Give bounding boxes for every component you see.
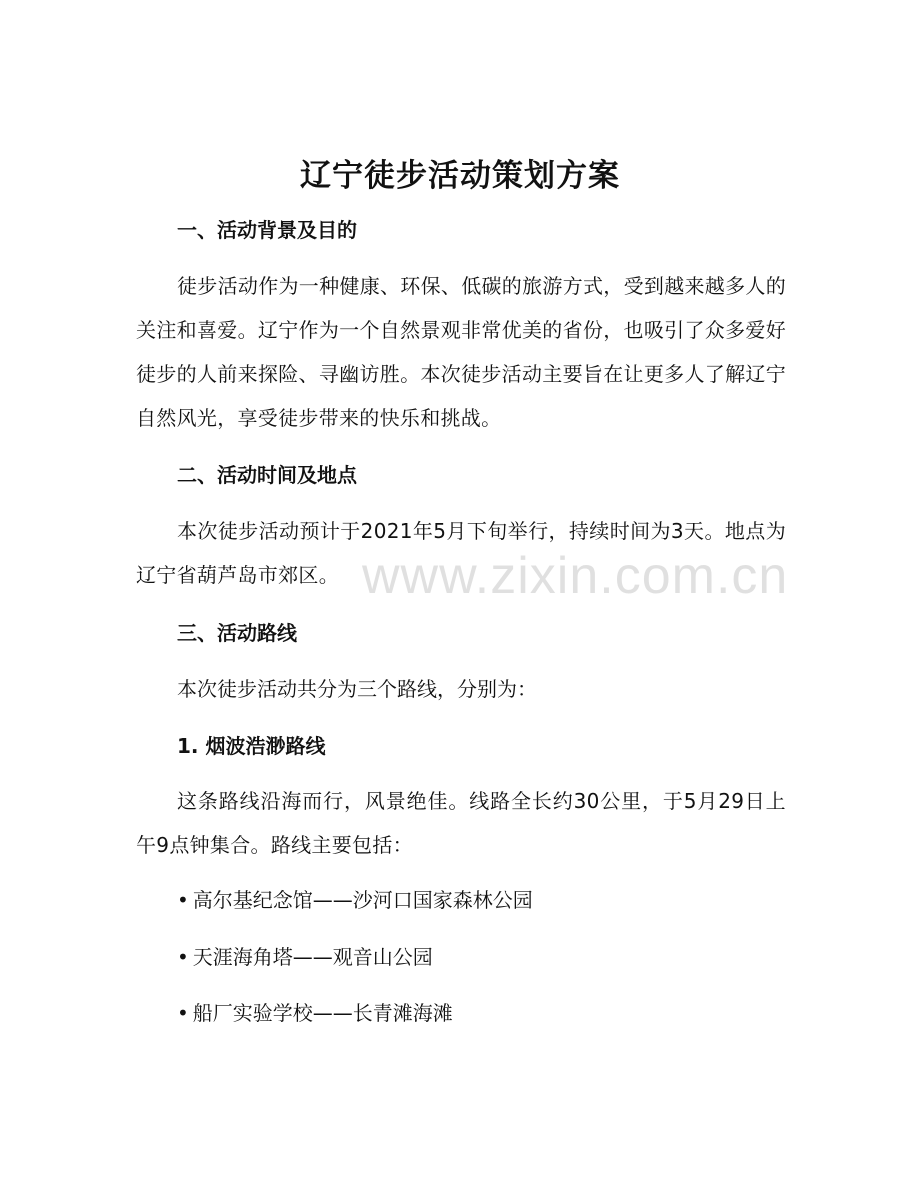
- route-list-item-text: 天涯海角塔——观音山公园: [192, 945, 433, 969]
- paragraph-time-place: 本次徒步活动预计于2021年5月下旬举行，持续时间为3天。地点为辽宁省葫芦岛市郊区。: [136, 519, 786, 587]
- section-heading-time-place: 二、活动时间及地点: [177, 463, 357, 487]
- route-list-item: [177, 999, 453, 1027]
- section-heading-background: 一、活动背景及目的: [177, 218, 357, 242]
- route-list-item: [177, 886, 533, 914]
- route-list-item-text: 高尔基纪念馆——沙河口国家森林公园: [192, 888, 533, 912]
- bullet-icon: •: [177, 1001, 189, 1025]
- section-heading-routes: 三、活动路线: [177, 621, 297, 645]
- watermark-text: www.zixin.com.cn: [362, 547, 789, 605]
- paragraph-routes-intro: 本次徒步活动共分为三个路线，分别为：: [177, 677, 537, 701]
- document-title: 辽宁徒步活动策划方案: [300, 158, 620, 194]
- bullet-icon: •: [177, 945, 189, 969]
- route-list-item: [177, 943, 433, 971]
- paragraph-background: 徒步活动作为一种健康、环保、低碳的旅游方式，受到越来越多人的关注和喜爱。辽宁作为一个自然景观非常优美的省份，也吸引了众多爱好徒步的人前来探险、寻幽访胜。本次徒步活动主要旨在让更多人了解辽宁自然风光，享受徒步带来的快乐和挑战。: [136, 274, 786, 430]
- route-heading-1: 1. 烟波浩渺路线: [177, 734, 326, 758]
- route-list-item-text: 船厂实验学校——长青滩海滩: [192, 1001, 453, 1025]
- paragraph-route-1: 这条路线沿海而行，风景绝佳。线路全长约30公里，于5月29日上午9点钟集合。路线主要包括：: [136, 789, 786, 857]
- bullet-icon: •: [177, 888, 189, 912]
